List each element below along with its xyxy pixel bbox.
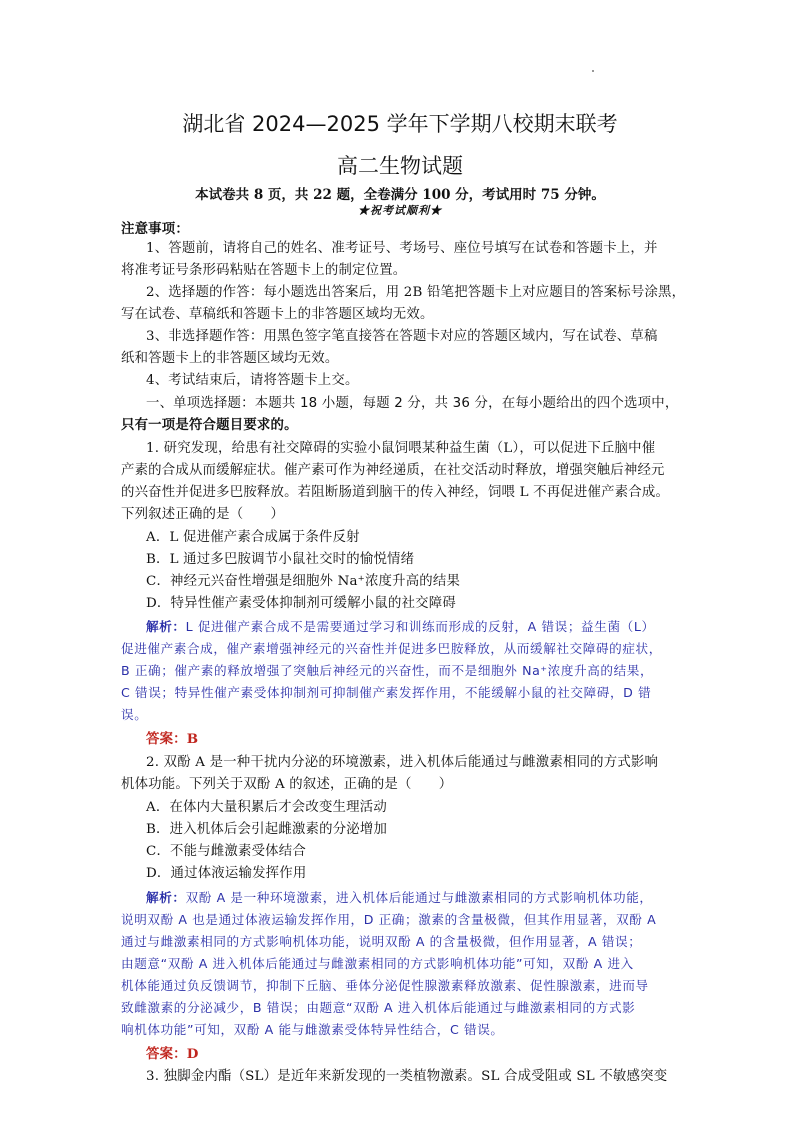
q1-analysis: 促进催产素合成，催产素增强神经元的兴奋性并促进多巴胺释放，从而缓解社交障碍的症状， (121, 641, 662, 656)
q1-answer: 答案：B (146, 731, 199, 747)
analysis-text: 双酚 A 是一种环境激素，进入机体后能通过与雌激素相同的方式影响机体功能， (185, 890, 653, 905)
notes-line: 纸和答题卡上的非答题区域均无效。 (121, 351, 339, 366)
exam-title: 湖北省 2024—2025 学年下学期八校期末联考 (182, 112, 618, 136)
notes-line: 1、答题前，请将自己的姓名、准考证号、考场号、座位号填写在试卷和答题卡上，并 (146, 241, 658, 256)
q1-option-a: A．L 促进催产素合成属于条件反射 (146, 530, 360, 545)
analysis-text: L 促进催产素合成不是需要通过学习和训练而形成的反射，A 错误；益生菌（L） (185, 619, 655, 634)
q2-analysis: 通过与雌激素相同的方式影响机体功能，说明双酚 A 的含量极微，但作用显著，A 错误； (121, 934, 642, 949)
q2-analysis (146, 887, 681, 909)
q1-analysis (146, 616, 681, 638)
q1-stem: 1. 研究发现，给患有社交障碍的实验小鼠饲喂某种益生菌（L），可以促进下丘脑中催 (146, 441, 656, 456)
notes-line: 2、选择题的作答：每小题选出答案后，用 2B 铅笔把答题卡上对应题目的答案标号涂黑， (146, 285, 686, 300)
q2-analysis: 由题意“双酚 A 进入机体后能通过与雌激素相同的方式影响机体功能”可知，双酚 A 进入 (121, 956, 634, 971)
q2-stem: 2. 双酚 A 是一种干扰内分泌的环境激素，进入机体后能通过与雌激素相同的方式影响 (146, 755, 659, 770)
notes-line: 将准考证号条形码粘贴在答题卡上的制定位置。 (121, 263, 407, 278)
q2-analysis: 说明双酚 A 也是通过体液运输发挥作用，D 正确；激素的含量极微，但其作用显著，双酚 A (121, 912, 657, 927)
q1-option-d: D．特异性催产素受体抑制剂可缓解小鼠的社交障碍 (146, 596, 456, 611)
notes-heading: 注意事项： (121, 221, 189, 237)
q2-option-d: D．通过体液运输发挥作用 (146, 866, 307, 881)
q2-analysis: 致雌激素的分泌减少，B 错误；由题意“双酚 A 进入机体后能通过与雌激素相同的方式影 (121, 1000, 636, 1015)
notes-line: 4、考试结束后，请将答题卡上交。 (146, 373, 359, 388)
q1-option-b: B．L 通过多巴胺调节小鼠社交时的愉悦情绪 (146, 552, 415, 567)
q2-option-c: C．不能与雌激素受体结合 (146, 844, 306, 859)
q3-stem: 3. 独脚金内酯（SL）是近年来新发现的一类植物激素。SL 合成受阻或 SL 不敏感突变 (146, 1069, 668, 1084)
q1-analysis: C 错误；特异性催产素受体抑制剂可抑制催产素发挥作用，不能缓解小鼠的社交障碍，D 错 (121, 685, 652, 700)
scan-speck (592, 70, 594, 72)
q2-option-b: B．进入机体后会引起雌激素的分泌增加 (146, 822, 388, 837)
q1-analysis: 误。 (121, 707, 148, 722)
exam-wish: ★祝考试顺利★ (358, 204, 442, 217)
analysis-label: 解析： (146, 890, 186, 905)
analysis-label: 解析： (146, 619, 186, 634)
section-heading: 一、单项选择题：本题共 18 小题，每题 2 分，共 36 分，在每小题给出的四个选项中， (146, 396, 679, 411)
q2-option-a: A．在体内大量积累后才会改变生理活动 (146, 800, 387, 815)
exam-info: 本试卷共 8 页，共 22 题，全卷满分 100 分，考试用时 75 分钟。 (195, 187, 605, 203)
notes-line: 3、非选择题作答：用黑色签字笔直接答在答题卡对应的答题区域内，写在试卷、草稿 (146, 329, 658, 344)
q2-stem: 机体功能。下列关于双酚 A 的叙述，正确的是（ ） (121, 777, 453, 792)
section-heading-cont: 只有一项是符合题目要求的。 (121, 418, 298, 433)
q1-stem: 的兴奋性并促进多巴胺释放。若阻断肠道到脑干的传入神经，饲喂 L 不再促进催产素合成。 (121, 485, 670, 500)
q2-analysis: 机体能通过负反馈调节，抑制下丘脑、垂体分泌促性腺激素释放激素、促性腺激素，进而导 (121, 978, 649, 993)
q1-stem: 下列叙述正确的是（ ） (121, 507, 285, 522)
q1-stem: 产素的合成从而缓解症状。催产素可作为神经递质，在社交活动时释放，增强突触后神经元 (121, 463, 665, 478)
q2-answer: 答案：D (146, 1046, 199, 1062)
exam-subtitle: 高二生物试题 (337, 154, 463, 178)
notes-line: 写在试卷、草稿纸和答题卡上的非答题区域均无效。 (121, 307, 434, 322)
q1-option-c: C．神经元兴奋性增强是细胞外 Na⁺浓度升高的结果 (146, 574, 461, 589)
q2-analysis: 响机体功能”可知，双酚 A 能与雌激素受体特异性结合，C 错误。 (121, 1022, 504, 1037)
q1-analysis: B 正确；催产素的释放增强了突触后神经元的兴奋性，而不是细胞外 Na⁺浓度升高的结果， (121, 663, 654, 678)
